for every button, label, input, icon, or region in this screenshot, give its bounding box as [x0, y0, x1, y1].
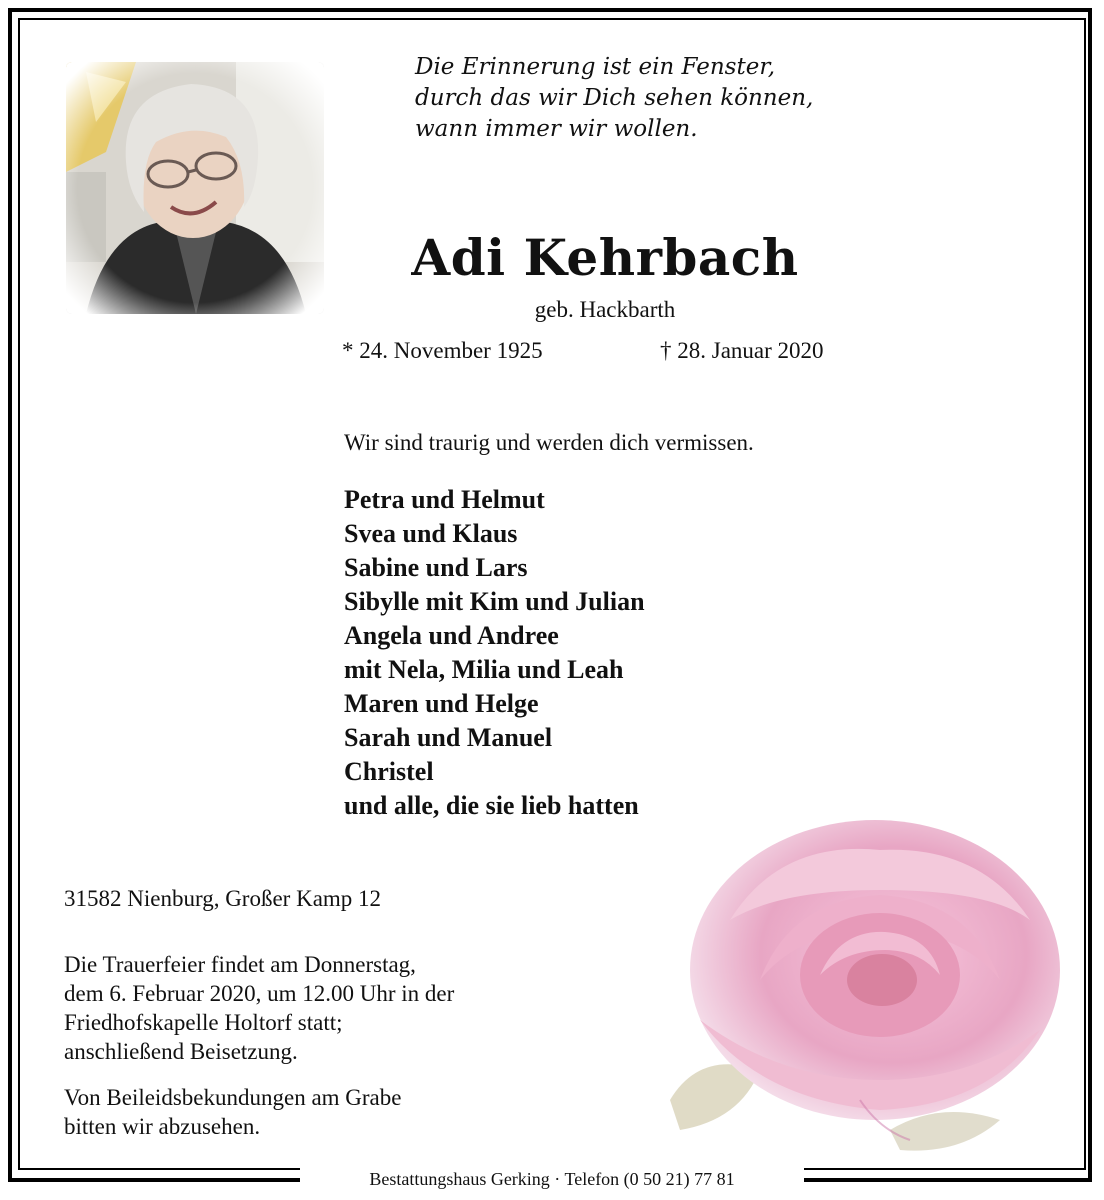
deceased-name: Adi Kehrbach [411, 228, 799, 287]
quote-line: Die Erinnerung ist ein Fenster, [415, 54, 776, 80]
maiden-name: geb. Hackbarth [534, 297, 676, 322]
birth-date: * 24. November 1925 [342, 338, 543, 363]
quote-line: wann immer wir wollen. [415, 116, 698, 142]
mourner-entry: und alle, die sie lieb hatten [344, 791, 639, 820]
condolence-line: Von Beileidsbekundungen am Grabe [64, 1085, 402, 1110]
mourner-entry: Sarah und Manuel [344, 723, 553, 752]
memorial-quote [415, 52, 915, 145]
mourner-entry: Christel [344, 757, 434, 786]
ceremony-line: Friedhofskapelle Holtorf statt; [64, 1010, 343, 1035]
mourner-entry: Svea und Klaus [344, 519, 518, 548]
funeral-service-info [64, 950, 584, 1066]
mourners-list [344, 483, 645, 823]
mourning-statement: Wir sind traurig und werden dich vermissen. [344, 430, 754, 455]
mourner-entry: Maren und Helge [344, 689, 539, 718]
quote-line: durch das wir Dich sehen können, [415, 85, 814, 111]
condolence-line: bitten wir abzusehen. [64, 1114, 261, 1139]
condolence-note [64, 1083, 584, 1141]
mourner-entry: Angela und Andree [344, 621, 559, 650]
rose-illustration [640, 800, 1090, 1160]
mourner-entry: Petra und Helmut [344, 485, 545, 514]
address: 31582 Nienburg, Großer Kamp 12 [64, 886, 382, 911]
mourner-entry: Sibylle mit Kim und Julian [344, 587, 645, 616]
ceremony-line: anschließend Beisetzung. [64, 1039, 298, 1064]
mourner-entry: mit Nela, Milia und Leah [344, 655, 624, 684]
portrait-photo [66, 62, 324, 314]
mourner-entry: Sabine und Lars [344, 553, 528, 582]
ceremony-line: dem 6. Februar 2020, um 12.00 Uhr in der [64, 981, 455, 1006]
funeral-home-footer: Bestattungshaus Gerking · Telefon (0 50 21) 77 81 [300, 1166, 804, 1192]
ceremony-line: Die Trauerfeier findet am Donnerstag, [64, 952, 416, 977]
death-date: † 28. Januar 2020 [660, 338, 824, 363]
